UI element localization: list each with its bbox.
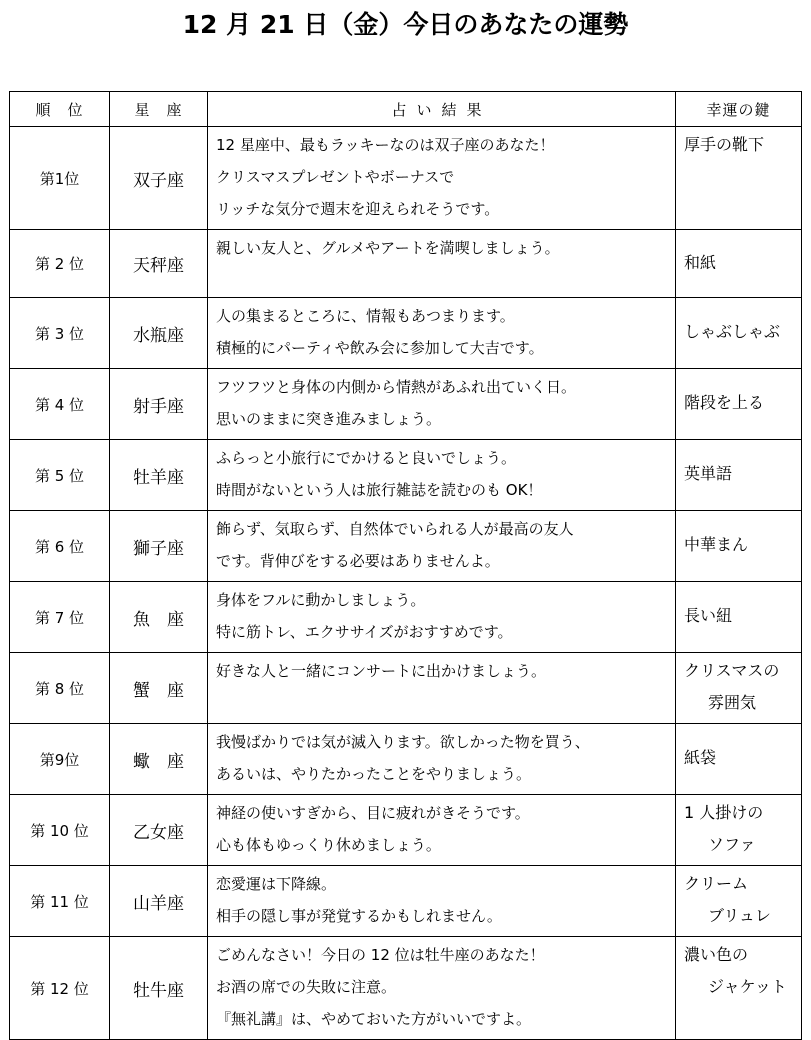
lucky-key-line: 雰囲気 xyxy=(708,693,757,712)
zodiac-sign-cell: 蟹 座 xyxy=(110,653,208,724)
zodiac-sign-cell: 蠍 座 xyxy=(110,724,208,795)
lucky-key-line: ジャケット xyxy=(708,977,787,996)
fortune-result-cell xyxy=(208,937,676,1040)
lucky-key-line: 紙袋 xyxy=(684,748,717,767)
fortune-result-cell xyxy=(208,795,676,866)
lucky-key-line: 階段を上る xyxy=(684,393,765,412)
fortune-result-line: お酒の席での失敗に注意。 xyxy=(216,978,397,996)
lucky-key-cell xyxy=(676,511,802,582)
fortune-result-line: 思いのままに突き進みましょう。 xyxy=(216,410,442,428)
zodiac-sign-cell: 射手座 xyxy=(110,369,208,440)
fortune-result-cell xyxy=(208,369,676,440)
rank-cell: 第 4 位 xyxy=(10,369,110,440)
lucky-key-line: 厚手の靴下 xyxy=(684,135,765,154)
table-row xyxy=(10,127,802,230)
table-row xyxy=(10,230,802,298)
table-row xyxy=(10,369,802,440)
table-row xyxy=(10,298,802,369)
lucky-key-cell xyxy=(676,724,802,795)
zodiac-sign-cell: 天秤座 xyxy=(110,230,208,298)
rank-cell: 第 2 位 xyxy=(10,230,110,298)
rank-cell: 第 3 位 xyxy=(10,298,110,369)
fortune-result-line: 人の集まるところに、情報もあつまります。 xyxy=(216,307,515,325)
header-key: 幸運の鍵 xyxy=(676,92,802,127)
fortune-result-line: 好きな人と一緒にコンサートに出かけましょう。 xyxy=(216,662,547,680)
fortune-result-cell xyxy=(208,511,676,582)
lucky-key-line: 長い紐 xyxy=(684,606,733,625)
lucky-key-cell xyxy=(676,795,802,866)
fortune-result-line: 『無礼講』は、やめておいた方がいいですよ。 xyxy=(216,1010,532,1028)
lucky-key-cell xyxy=(676,582,802,653)
fortune-result-line: 親しい友人と、グルメやアートを満喫しましょう。 xyxy=(216,239,560,257)
fortune-result-line: クリスマスプレゼントやボーナスで xyxy=(216,168,455,186)
lucky-key-line: クリスマスの xyxy=(684,661,780,680)
fortune-result-cell xyxy=(208,230,676,298)
table-row xyxy=(10,866,802,937)
lucky-key-cell xyxy=(676,230,802,298)
zodiac-sign-cell: 双子座 xyxy=(110,127,208,230)
zodiac-sign-cell: 獅子座 xyxy=(110,511,208,582)
fortune-result-line: 恋愛運は下降線。 xyxy=(216,875,337,893)
fortune-result-line: 特に筋トレ、エクササイズがおすすめです。 xyxy=(216,623,513,641)
lucky-key-cell xyxy=(676,298,802,369)
rank-cell: 第 7 位 xyxy=(10,582,110,653)
fortune-result-line: あるいは、やりたかったことをやりましょう。 xyxy=(216,765,532,783)
fortune-result-line: フツフツと身体の内側から情熱があふれ出ていく日。 xyxy=(216,378,577,396)
zodiac-sign-cell: 水瓶座 xyxy=(110,298,208,369)
fortune-result-line: です。背伸びをする必要はありませんよ。 xyxy=(216,552,500,570)
lucky-key-line: 1 人掛けの xyxy=(684,803,764,822)
lucky-key-line: クリーム xyxy=(684,874,749,893)
header-rank: 順 位 xyxy=(10,92,110,127)
rank-cell: 第 10 位 xyxy=(10,795,110,866)
fortune-result-line: 心も体もゆっくり休めましょう。 xyxy=(216,836,441,854)
fortune-result-line: 時間がないという人は旅行雑誌を読むのも OK！ xyxy=(216,481,543,499)
rank-cell: 第9位 xyxy=(10,724,110,795)
rank-cell: 第 11 位 xyxy=(10,866,110,937)
lucky-key-line: 和紙 xyxy=(684,252,717,272)
rank-cell: 第1位 xyxy=(10,127,110,230)
lucky-key-line: 濃い色の xyxy=(684,945,749,964)
fortune-result-line: リッチな気分で週末を迎えられそうです。 xyxy=(216,200,500,218)
fortune-result-line: 12 星座中、最もラッキーなのは双子座のあなた！ xyxy=(216,136,555,154)
table-row xyxy=(10,582,802,653)
table-row xyxy=(10,937,802,1040)
zodiac-sign-cell: 牡牛座 xyxy=(110,937,208,1040)
lucky-key-cell xyxy=(676,866,802,937)
fortune-result-line: 相手の隠し事が発覚するかもしれません。 xyxy=(216,907,502,925)
zodiac-sign-cell: 山羊座 xyxy=(110,866,208,937)
fortune-result-cell xyxy=(208,724,676,795)
lucky-key-cell xyxy=(676,127,802,230)
zodiac-sign-cell: 魚 座 xyxy=(110,582,208,653)
rank-cell: 第 8 位 xyxy=(10,653,110,724)
lucky-key-line: しゃぶしゃぶ xyxy=(684,322,781,341)
lucky-key-cell xyxy=(676,937,802,1040)
header-result: 占い結果 xyxy=(208,92,676,127)
fortune-result-cell xyxy=(208,298,676,369)
fortune-result-line: 身体をフルに動かしましょう。 xyxy=(216,591,426,609)
fortune-result-line: ごめんなさい！今日の 12 位は牡牛座のあなた！ xyxy=(216,946,545,964)
fortune-result-line: 飾らず、気取らず、自然体でいられる人が最高の友人 xyxy=(216,520,574,538)
zodiac-sign-cell: 乙女座 xyxy=(110,795,208,866)
fortune-result-cell xyxy=(208,440,676,511)
fortune-result-cell xyxy=(208,866,676,937)
rank-cell: 第 12 位 xyxy=(10,937,110,1040)
fortune-result-cell xyxy=(208,653,676,724)
table-row xyxy=(10,795,802,866)
header-row xyxy=(10,92,802,127)
fortune-result-cell xyxy=(208,582,676,653)
lucky-key-line: 英単語 xyxy=(684,464,733,483)
table-row xyxy=(10,440,802,511)
lucky-key-cell xyxy=(676,369,802,440)
table-row xyxy=(10,724,802,795)
fortune-result-cell xyxy=(208,127,676,230)
fortune-result-line: 積極的にパーティや飲み会に参加して大吉です。 xyxy=(216,339,544,357)
lucky-key-line: ソファ xyxy=(708,835,756,854)
rank-cell: 第 6 位 xyxy=(10,511,110,582)
fortune-table xyxy=(9,91,802,1040)
fortune-result-line: 神経の使いすぎから、目に疲れがきそうです。 xyxy=(216,804,530,822)
table-row xyxy=(10,653,802,724)
lucky-key-line: ブリュレ xyxy=(708,906,771,925)
zodiac-sign-cell: 牡羊座 xyxy=(110,440,208,511)
fortune-result-line: 我慢ばかりでは気が滅入ります。欲しかった物を買う、 xyxy=(216,733,590,751)
fortune-result-line: ふらっと小旅行にでかけると良いでしょう。 xyxy=(216,449,517,467)
table-row xyxy=(10,511,802,582)
lucky-key-cell xyxy=(676,653,802,724)
lucky-key-line: 中華まん xyxy=(684,535,749,554)
page-title: 12 月 21 日（金）今日のあなたの運勢 xyxy=(182,10,629,39)
lucky-key-cell xyxy=(676,440,802,511)
rank-cell: 第 5 位 xyxy=(10,440,110,511)
header-sign: 星 座 xyxy=(110,92,208,127)
